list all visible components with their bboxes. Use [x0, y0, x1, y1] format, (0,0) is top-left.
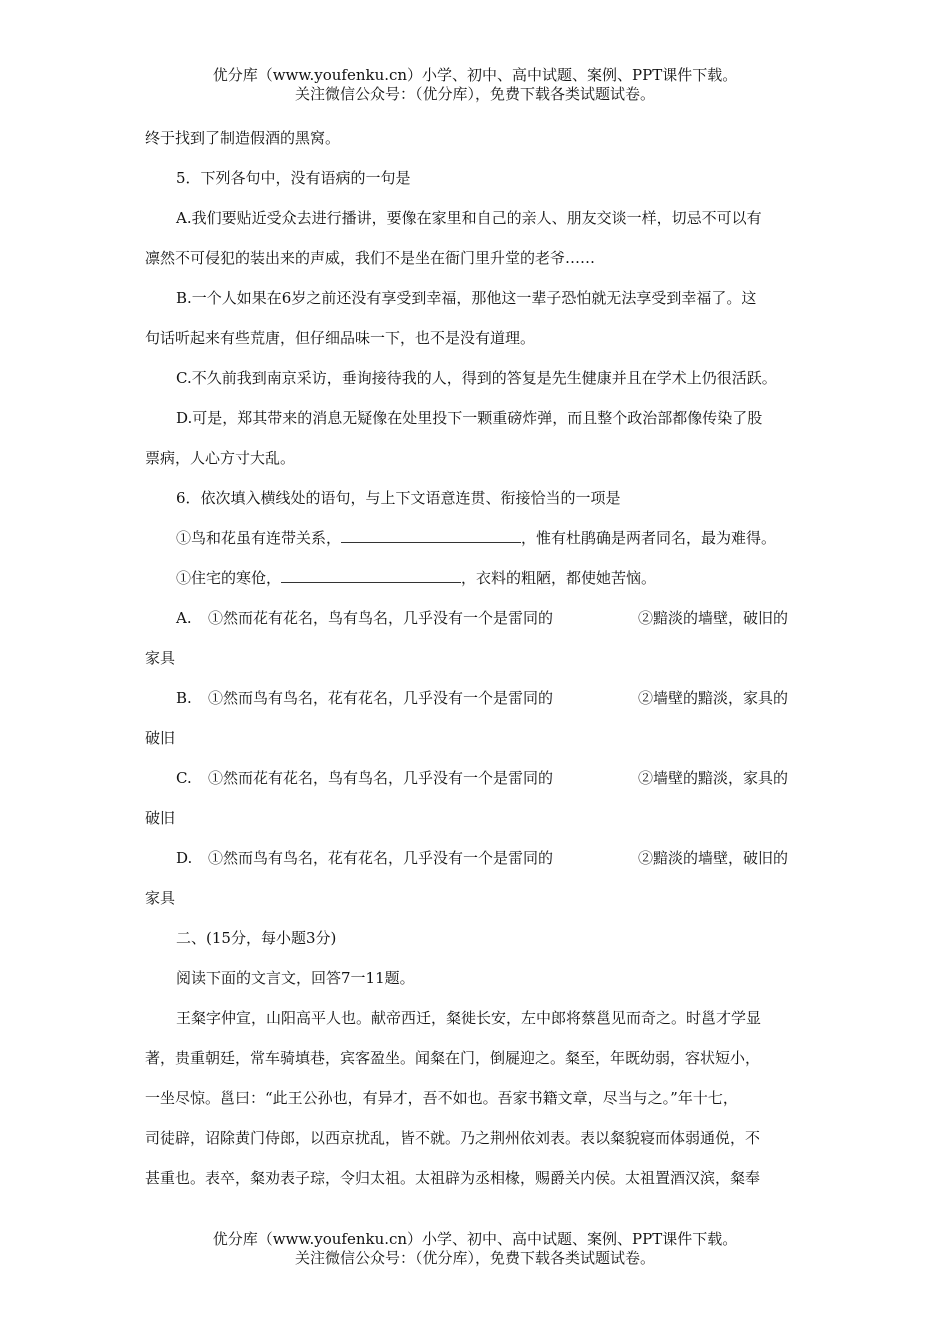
option-label: C.: [176, 769, 192, 787]
sentence-part: ，衣料的粗陋，都使她苦恼。: [461, 569, 657, 587]
header-line-2: 关注微信公众号：（优分库），免费下载各类试题试卷。: [294, 85, 655, 103]
option-first: ①然而鸟有鸟名，花有花名，几乎没有一个是雷同的: [208, 689, 554, 707]
option-second: ②墙壁的黯淡，家具的: [638, 769, 789, 787]
sentence-part: ①住宅的寒伧，: [176, 569, 282, 587]
q6-option-b: [145, 678, 805, 718]
document-body: [145, 118, 805, 1198]
q6-sentence-1: [145, 518, 805, 558]
classical-text-line: 王粲字仲宣，山阳高平人也。献帝西迁，粲徙长安，左中郎将蔡邕见而奇之。时邕才学显: [176, 1009, 762, 1027]
classical-text-line: 一坐尽惊。邕曰：“此王公孙也，有异才，吾不如也。吾家书籍文章，尽当与之。”年十七，: [145, 1089, 738, 1107]
option-first: ①然而花有花名，鸟有鸟名，几乎没有一个是雷同的: [208, 609, 554, 627]
option-second: ②黯淡的墙壁，破旧的: [638, 609, 789, 627]
classical-text-line: 甚重也。表卒，粲劝表子琮，令归太祖。太祖辟为丞相椽，赐爵关内侯。太祖置酒汉滨，粲奉: [145, 1169, 761, 1187]
section-2-intro: 阅读下面的文言文，回答7一11题。: [176, 969, 415, 987]
q6-option-a: [145, 598, 805, 638]
sentence-part: ，惟有杜鹃确是两者同名，最为难得。: [521, 529, 777, 547]
q6-option-c-cont: 破旧: [145, 809, 176, 827]
question-6-stem: 6．依次填入横线处的语句，与上下文语意连贯、衔接恰当的一项是: [176, 489, 621, 507]
page-footer: [0, 1230, 950, 1268]
q5-option-a-line-2: 凛然不可侵犯的装出来的声威，我们不是坐在衙门里升堂的老爷……: [145, 249, 596, 267]
q6-option-a-cont: 家具: [145, 649, 176, 667]
q5-option-d-line-2: 票病，人心方寸大乱。: [145, 449, 296, 467]
q5-option-b-line-2: 句话听起来有些荒唐，但仔细品味一下，也不是没有道理。: [145, 329, 536, 347]
sentence-part: ①鸟和花虽有连带关系，: [176, 529, 342, 547]
option-label: D.: [176, 849, 193, 867]
q6-sentence-2: [145, 558, 805, 598]
footer-line-1: 优分库（www.youfenku.cn）小学、初中、高中试题、案例、PPT课件下载。: [212, 1230, 738, 1248]
question-5-stem: 5．下列各句中，没有语病的一句是: [176, 169, 411, 187]
q5-option-c: C.不久前我到南京采访，垂询接待我的人，得到的答复是先生健康并且在学术上仍很活跃。: [176, 369, 777, 387]
classical-text-line: 著，贵重朝廷，常车骑填巷，宾客盈坐。闻粲在门，倒屣迎之。粲至，年既幼弱，容状短小，: [145, 1049, 761, 1067]
q6-option-b-cont: 破旧: [145, 729, 176, 747]
option-second: ②黯淡的墙壁，破旧的: [638, 849, 789, 867]
classical-text-line: 司徒辟，诏除黄门侍郎，以西京扰乱，皆不就。乃之荆州依刘表。表以粲貌寝而体弱通侻，不: [145, 1129, 761, 1147]
q6-option-d: [145, 838, 805, 878]
q5-option-b-line-1: B.一个人如果在6岁之前还没有享受到幸福，那他这一辈子恐怕就无法享受到幸福了。这: [176, 289, 757, 307]
option-first: ①然而鸟有鸟名，花有花名，几乎没有一个是雷同的: [208, 849, 554, 867]
section-2-title: 二、(15分，每小题3分): [176, 929, 337, 947]
option-label: B.: [176, 689, 192, 707]
option-second: ②墙壁的黯淡，家具的: [638, 689, 789, 707]
fill-blank-1: [341, 528, 521, 543]
page-header: [0, 66, 950, 104]
q6-option-d-cont: 家具: [145, 889, 176, 907]
q5-option-a-line-1: A.我们要贴近受众去进行播讲，要像在家里和自己的亲人、朋友交谈一样，切忌不可以有: [176, 209, 762, 227]
q6-option-c: [145, 758, 805, 798]
option-label: A.: [176, 609, 192, 627]
footer-line-2: 关注微信公众号：（优分库），免费下载各类试题试卷。: [294, 1249, 655, 1267]
header-line-1: 优分库（www.youfenku.cn）小学、初中、高中试题、案例、PPT课件下载。: [212, 66, 738, 84]
fill-blank-2: [281, 568, 461, 583]
option-first: ①然而花有花名，鸟有鸟名，几乎没有一个是雷同的: [208, 769, 554, 787]
q5-option-d-line-1: D.可是，郑其带来的消息无疑像在处里投下一颗重磅炸弹，而且整个政治部都像传染了股: [176, 409, 763, 427]
paragraph: 终于找到了制造假酒的黑窝。: [145, 129, 341, 147]
